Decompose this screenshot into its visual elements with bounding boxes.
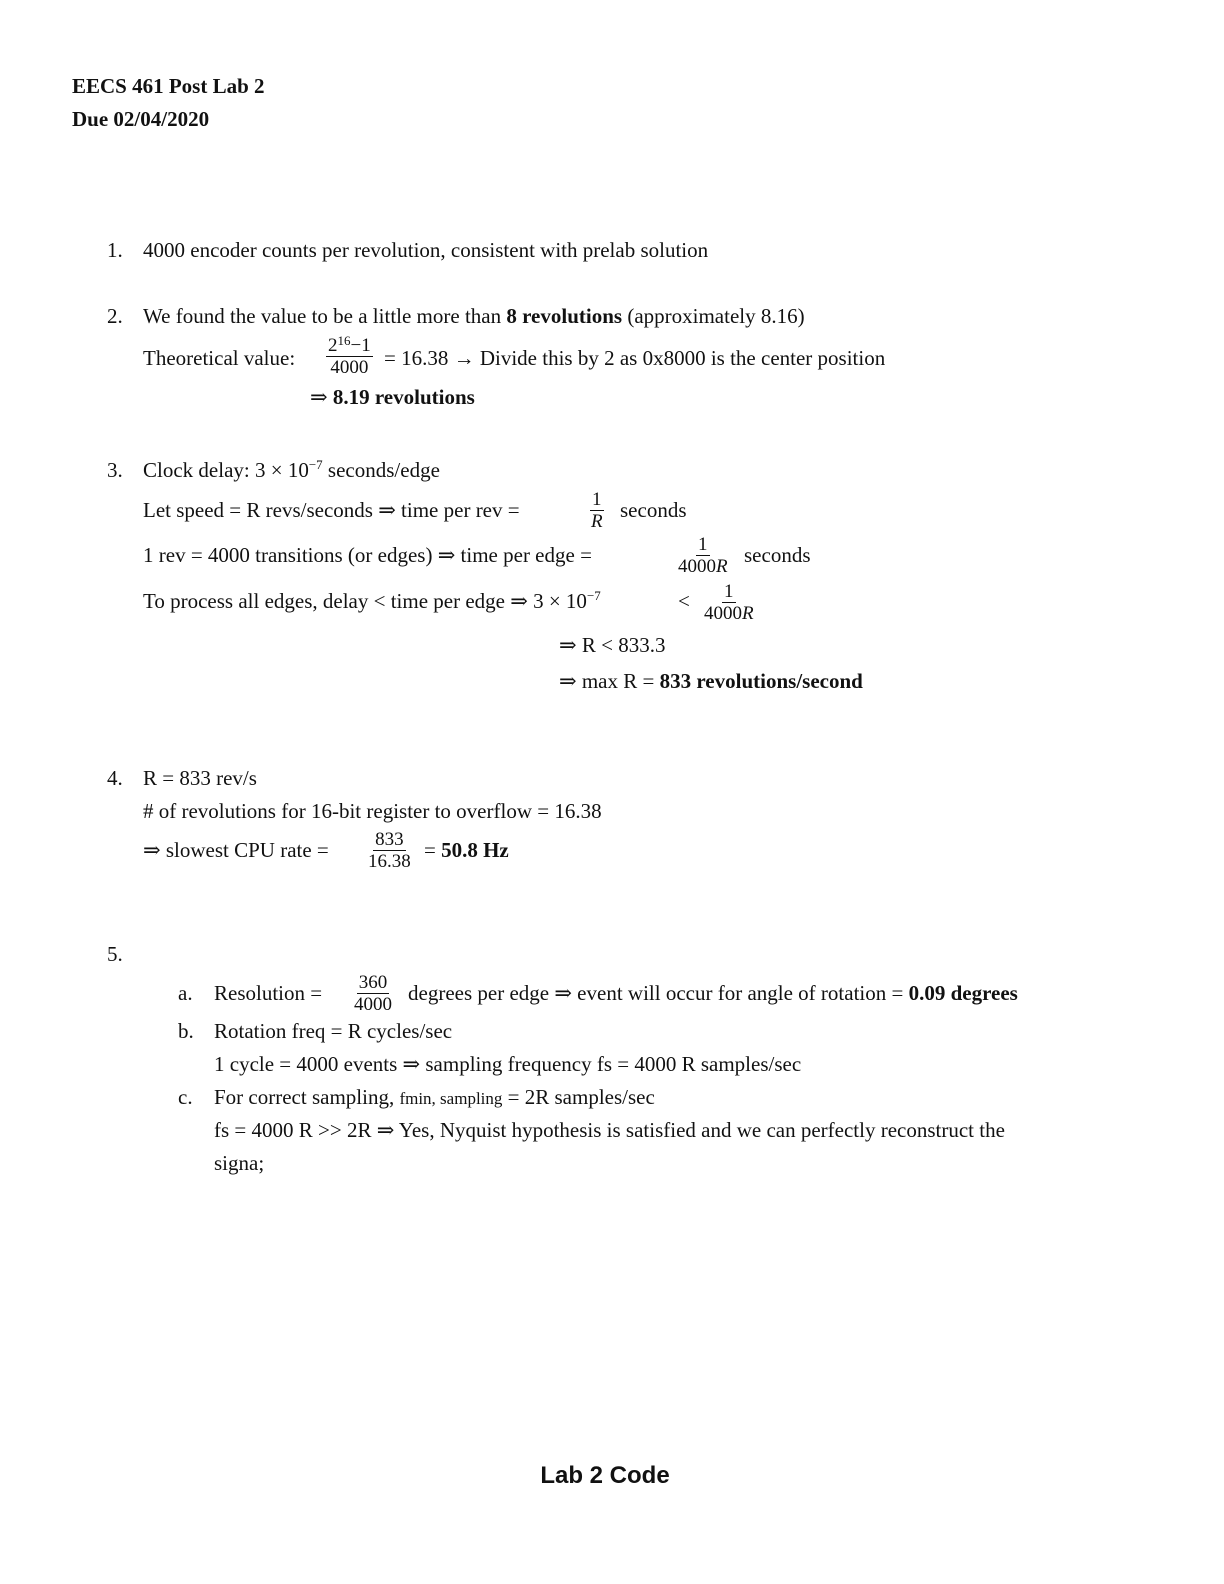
q4-line1: R = 833 rev/s (143, 766, 257, 790)
q4-number: 4. (107, 766, 123, 790)
q5c-line2: fs = 4000 R >> 2R ⇒ Yes, Nyquist hypothesis is satisfied and we can perfectly reconstruct the (214, 1118, 1005, 1142)
q5c-line3: signa; (214, 1151, 265, 1175)
q4-line3: ⇒ slowest CPU rate = (143, 838, 329, 862)
q5c-label: c. (178, 1085, 193, 1109)
q3-line4-fraction: $\frac{1}{4000R}$ (704, 581, 754, 624)
q3-line6: ⇒ max R = 833 revolutions/second (559, 669, 863, 693)
q1-number: 1. (107, 238, 123, 262)
q2-line1: We found the value to be a little more than 8 revolutions (approximately 8.16) (143, 304, 805, 328)
q3-line2: Let speed = R revs/seconds ⇒ time per rev = (143, 498, 520, 522)
q3-line3-unit: seconds (744, 543, 811, 567)
q3-number: 3. (107, 458, 123, 482)
q4-result: = 50.8 Hz (424, 838, 509, 862)
q5-number: 5. (107, 942, 123, 966)
q3-line3: 1 rev = 4000 transitions (or edges) ⇒ time per edge = (143, 543, 592, 567)
q3-line5: ⇒ R < 833.3 (559, 633, 666, 657)
q2-number: 2. (107, 304, 123, 328)
due-date: Due 02/04/2020 (72, 107, 210, 131)
q3-line2-unit: seconds (620, 498, 687, 522)
q5a-result: degrees per edge ⇒ event will occur for angle of rotation = 0.09 degrees (408, 981, 1018, 1005)
document-title: EECS 461 Post Lab 2 (72, 74, 265, 98)
q5a-label: a. (178, 981, 193, 1005)
q5b-line1: Rotation freq = R cycles/sec (214, 1019, 453, 1043)
q5a-text: Resolution = (214, 981, 323, 1005)
q3-line1: Clock delay: $3 \times 10^{-7}$ seconds/edge (143, 457, 440, 482)
q3-line4: To process all edges, delay < time per edge ⇒ $3 \times 10^{-7}$ (143, 588, 601, 613)
q4-fraction: $\frac{833}{16.38}$ (368, 829, 411, 872)
lab-code-heading: Lab 2 Code (540, 1462, 670, 1489)
q5b-line2: 1 cycle = 4000 events ⇒ sampling frequency fs = 4000 R samples/sec (214, 1052, 802, 1076)
q5b-label: b. (178, 1019, 194, 1043)
q1-text: 4000 encoder counts per revolution, consistent with prelab solution (143, 238, 709, 262)
q4-line2: # of revolutions for 16-bit register to overflow = 16.38 (143, 799, 602, 823)
q5a-fraction: $\frac{360}{4000}$ (354, 972, 392, 1015)
q3-line2-fraction: $\frac{1}{R}$ (590, 489, 603, 532)
q2-theoretical-label: Theoretical value: (143, 346, 296, 370)
q2-fraction: $\frac{2^{16}-1}{4000}$ (328, 333, 371, 378)
q5c-line1: For correct sampling, fmin, sampling = 2R samples/sec (214, 1085, 655, 1109)
q3-line4-lt: < (678, 589, 690, 613)
q2-result: ⇒ 8.19 revolutions (310, 385, 475, 409)
q2-theoretical-text: = 16.38 → Divide this by 2 as 0x8000 is the center position (384, 346, 886, 370)
q3-line3-fraction: $\frac{1}{4000R}$ (678, 534, 728, 577)
